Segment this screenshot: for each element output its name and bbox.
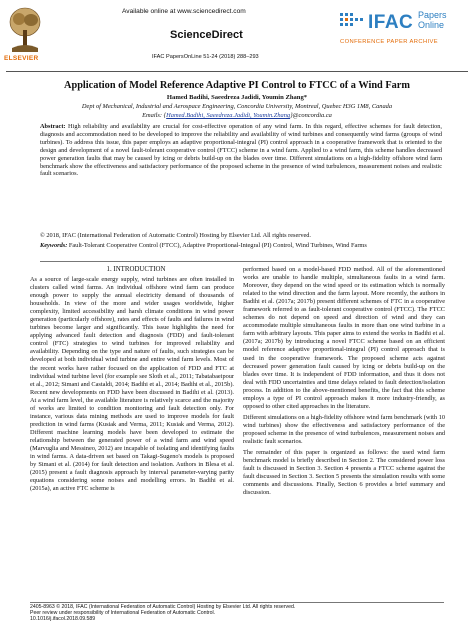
left-column	[30, 276, 234, 496]
ifac-online-label: Online	[418, 20, 445, 30]
keywords	[40, 242, 442, 250]
journal-header	[0, 0, 474, 72]
section-heading: 1. INTRODUCTION	[106, 266, 166, 273]
footer-peer-review: Peer review under responsibility of International Federation of Automatic Control.	[30, 610, 216, 617]
journal-citation: IFAC PapersOnLine 51-24 (2018) 288–293	[152, 54, 259, 60]
abstract-label: Abstract:	[40, 123, 66, 130]
footer-issn-line: 2405-8963 © 2018, IFAC (International Federation of Automatic Control) Hosting by Elsevier Ltd. All rights reserved.	[30, 604, 296, 610]
page-footer	[30, 604, 460, 623]
available-online-line[interactable]: Available online at www.sciencedirect.com	[122, 8, 246, 15]
emails-link[interactable]: Hamed.Badihi, Saeedreza.Jadidi, Youmin.Zhang	[166, 112, 291, 119]
footer-divider	[30, 602, 444, 603]
emails-label: Emails: {	[142, 112, 167, 119]
abstract-divider	[40, 261, 442, 262]
ifac-papers-online	[418, 10, 447, 30]
footer-doi[interactable]: 10.1016/j.ifacol.2018.09.589	[30, 616, 96, 623]
ifac-papers-label: Papers	[418, 10, 447, 20]
copyright-notice: © 2018, IFAC (International Federation of Automatic Control) Hosting by Elsevier Ltd. All rights reserved.	[40, 232, 312, 239]
ifac-conference-archive: CONFERENCE PAPER ARCHIVE	[340, 39, 439, 45]
author-emails	[0, 112, 474, 119]
keywords-text: Fault-Tolerant Cooperative Control (FTCC), Adaptive Proportional-Integral (PI) Control, Wind Turbines, Wind Farms	[68, 242, 367, 249]
paragraph: As a source of large-scale energy supply, wind turbines are often installed in clusters called wind farms. An individual offshore wind farm can produce enough power to supply the annual electricity demand of thousands of households. In view of the more and wider usages worldwide, higher complexity, limited accessibility and harsh climate conditions in wind power generation (particularly offshore), rates and effects of faults and failures in wind turbines become larger and significantly. This issue highlights the need for applying advanced fault detection and diagnosis (FDD) and fault-tolerant control (FTC) strategies to wind turbines for improved reliability and availability. Depending on the type and nature of faults, such strategies can be developed at both individual wind turbine and entire wind farm levels. Most of the recent works have rather focused on the application of FDD and FTC at individual wind turbine level (for example see Sloth et al., 2011; Tabatabaeipour et al., 2012; Simani and Castaldi, 2014; Badihi et al., 2014; Badihi et al., 2015b). Recent new developments on FDD have been discussed in Badihi et al. (2013). At a wind farm level, the available literature is relatively scarce and the majority of works are limited to condition monitoring and fault detection only. For instance, various data mining methods are used to improve models for fault prediction in wind farms (Kusiak and Verma, 2011; Kusiak and Verma, 2012). Different machine learning models have been developed to estimate the relationship between the generated power of a wind farm and wind speed (Marvuglia and Messineo, 2012) are incapable of isolating and identifying faults in wind farms. A data-driven set based on Takagi-Sugeno's models is proposed by Simani et al. (2014) for fault detection and isolation. Authors in Blesa et al. (2015) present a fault diagnosis approach by interval parameter-varying parity equations considering some noises and modelling errors. In Badihi et al. (2015a), an active FTC scheme is	[30, 276, 234, 493]
right-column	[243, 266, 445, 500]
paragraph: performed based on a model-based FDD method. All of the aforementioned works are unable to handle multiple, simultaneous faults in a wind farm. Moreover, they depend on the wind speed or its estimation which is normally related to the wind direction and the farm layout. More recently, the authors in Badihi et al. (2017a; 2017b) present different schemes of FTC in a cooperative framework referred to as fault-tolerant cooperative control (FTCC). The FTCC schemes do not depend on speed and direction of wind and they can accommodate multiple simultaneous faults in more than one wind turbine in a farm with arbitrary layouts. This paper aims to extend the works in Badihi et al. (2017a; 2017b) by introducing a novel FTCC scheme based on an efficient model reference adaptive proportional-integral (PI) control approach that is used in the cooperative framework. The proposed scheme acts against decreased power generation fault caused by icing or debris build-up on the blades over time. It is independent of FDD information, and thus it does not deal with FDD uncertainties and time delays related to fault detection/isolation process. In addition to the above-mentioned benefits, the fact that this scheme employs a type of PI control approach makes it more industry-friendly, as opposed to other cited approaches in the literature.	[243, 266, 445, 410]
elsevier-tree-logo-icon	[6, 4, 44, 54]
sciencedirect-wordmark[interactable]: ScienceDirect	[170, 29, 243, 41]
paper-authors: Hamed Badihi, Saeedreza Jadidi, Youmin Zhang*	[166, 94, 308, 101]
keywords-label: Keywords:	[40, 242, 68, 249]
author-affiliation: Dept of Mechanical, Industrial and Aerospace Engineering, Concordia University, Montreal, Quebec H3G 1M8, Canada	[81, 103, 393, 110]
paragraph: Different simulations on a high-fidelity offshore wind farm benchmark (with 10 wind turbines) show the effectiveness and satisfactory performance of the proposed scheme in the presence of wind turbulences, measurement noises and realistic fault scenarios.	[243, 413, 445, 445]
header-divider	[6, 71, 468, 72]
abstract-text: High reliability and availability are crucial for cost-effective operation of any wind farm. In this regard, effective schemes for fault detection, diagnosis and accommodation need to be developed to improve the reliability and availability of wind turbines and consequently wind farms (groups of wind turbines). To address this issue, this paper employs an adaptive proportional-integral (PI) control approach in a cooperative framework that is oriented to the design and development of a novel fault-tolerant cooperative control (FTCC) scheme in a wind farm. Applied to a wind farm, this scheme handles decreased power generation faults that may be caused by icing or debris build-up on the blades over time. Different simulations on a high-fidelity offshore wind farm benchmark show the effectiveness and satisfactory performance of the proposed scheme in the presence of wind turbulences, measurement noises and realistic fault scenarios.	[40, 123, 442, 178]
paper-title: Application of Model Reference Adaptive PI Control to FTCC of a Wind Farm	[64, 80, 410, 91]
emails-domain: }@concordia.ca	[290, 112, 332, 119]
paragraph: The remainder of this paper is organized as follows: the used wind farm benchmark model is briefly described in Section 2. The considered power loss fault is discussed in Section 3. Section 4 presents a FTCC scheme against the fault discussed in Section 3. Section 5 presents the simulation results with some comments and discussions. Finally, Section 6 provides a brief summary and discussion.	[243, 449, 445, 497]
elsevier-wordmark: ELSEVIER	[4, 55, 39, 62]
abstract	[40, 123, 442, 178]
ifac-wordmark: IFAC	[368, 12, 414, 33]
